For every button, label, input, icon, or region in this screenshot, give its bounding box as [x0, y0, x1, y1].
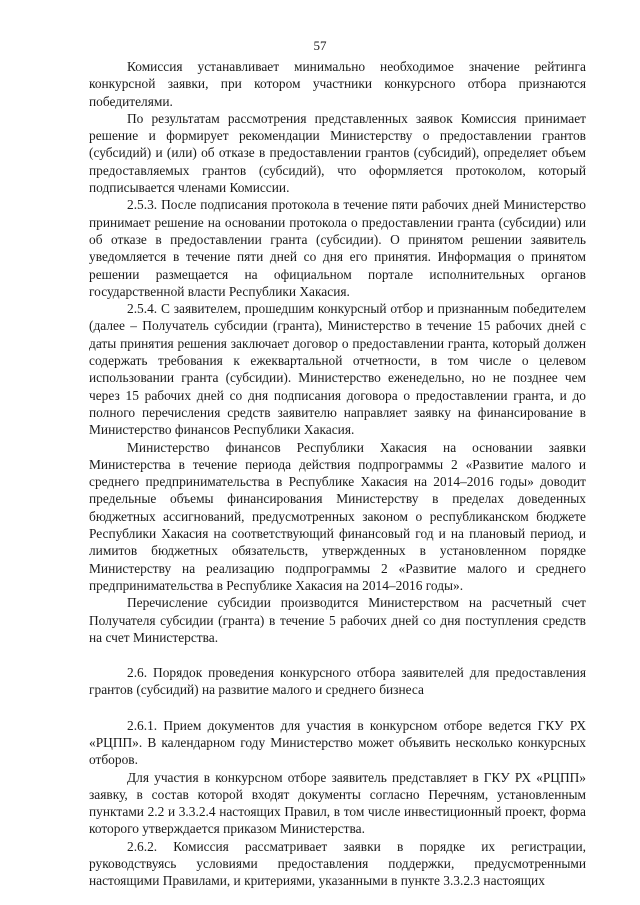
paragraph-2-6-1: 2.6.1. Прием документов для участия в конкурсном отборе ведется ГКУ РХ «РЦПП». В календарном году Министерство может объявить несколько конкурсных отборов. — [89, 717, 586, 768]
paragraph-2-5-3: 2.5.3. После подписания протокола в течение пяти рабочих дней Министерство принимает решение на основании протокола о предоставлении гранта (субсидии) или об отказе в предоставлении гранта (субсидии). О принятом решении заявитель уведомляется в течение пяти дней со дня его принятия. Информация о принятом решении размещается на официальном портале исполнительных органов государственной власти Республики Хакасия. — [89, 197, 586, 299]
paragraph-rating-threshold: Комиссия устанавливает минимально необходимое значение рейтинга конкурсной заявки, при котором участники конкурсного отбора признаются победителями. — [89, 59, 586, 109]
paragraph-2-6-2: 2.6.2. Комиссия рассматривает заявки в порядке их регистрации, руководствуясь условиями предоставления поддержки, предусмотренными настоящими Правилами, и критериями, указанными в пункте 3.3.2.3 настоящих — [89, 838, 586, 889]
paragraph-2-5-4: 2.5.4. С заявителем, прошедшим конкурсный отбор и признанным победителем (далее – Получатель субсидии (гранта), Министерство в течение 15 рабочих дней с даты принятия решения заключает договор о предоставлении гранта, который должен содержать требования к ежеквартальной отчетности, в том числе о целевом использовании гранта (субсидии). Министерство еженедельно, но не позднее чем через 15 рабочих дней со дня подписания договора о предоставлении гранта, и до полного перечисления средств заявителю направляет заявку на финансирование в Министерство финансов Республики Хакасия. — [89, 301, 586, 438]
document-body — [89, 58, 586, 890]
section-heading-2-6: 2.6. Порядок проведения конкурсного отбора заявителей для предоставления грантов (субсидий) на развитие малого и среднего бизнеса — [89, 665, 586, 698]
paragraph-commission-decision: По результатам рассмотрения представленных заявок Комиссия принимает решение и формирует рекомендации Министерству о предоставлении грантов (субсидий) и (или) об отказе в предоставлении грантов (субсидий), определяет объем предоставляемых грантов (субсидий), что оформляется протоколом, который подписывается членами Комиссии. — [89, 110, 586, 196]
paragraph-subsidy-transfer: Перечисление субсидии производится Министерством на расчетный счет Получателя субсидии (гранта) в течение 5 рабочих дней со дня поступления средств на счет Министерства. — [89, 595, 586, 645]
page-number: 57 — [313, 38, 327, 53]
paragraph-application-contents: Для участия в конкурсном отборе заявитель представляет в ГКУ РХ «РЦПП» заявку, в состав которой входят документы согласно Перечням, установленным пунктами 2.2 и 3.3.2.4 настоящих Правил, в том числе инвестиционный проект, форма которого утверждается приказом Министерства. — [89, 769, 586, 837]
paragraph-ministry-of-finance: Министерство финансов Республики Хакасия на основании заявки Министерства в течение периода действия подпрограммы 2 «Развитие малого и среднего предпринимательства в Республике Хакасия на 2014–2016 годы» доводит предельные объемы финансирования Министерству в пределах доведенных бюджетных ассигнований, предусмотренных законом о республиканском бюджете Республики Хакасия на соответствующий финансовый год и на плановый период, и лимитов бюджетных обязательств, утвержденных в установленном порядке Министерству на реализацию подпрограммы 2 «Развитие малого и среднего предпринимательства в Республике Хакасия на 2014–2016 годы». — [89, 439, 586, 593]
